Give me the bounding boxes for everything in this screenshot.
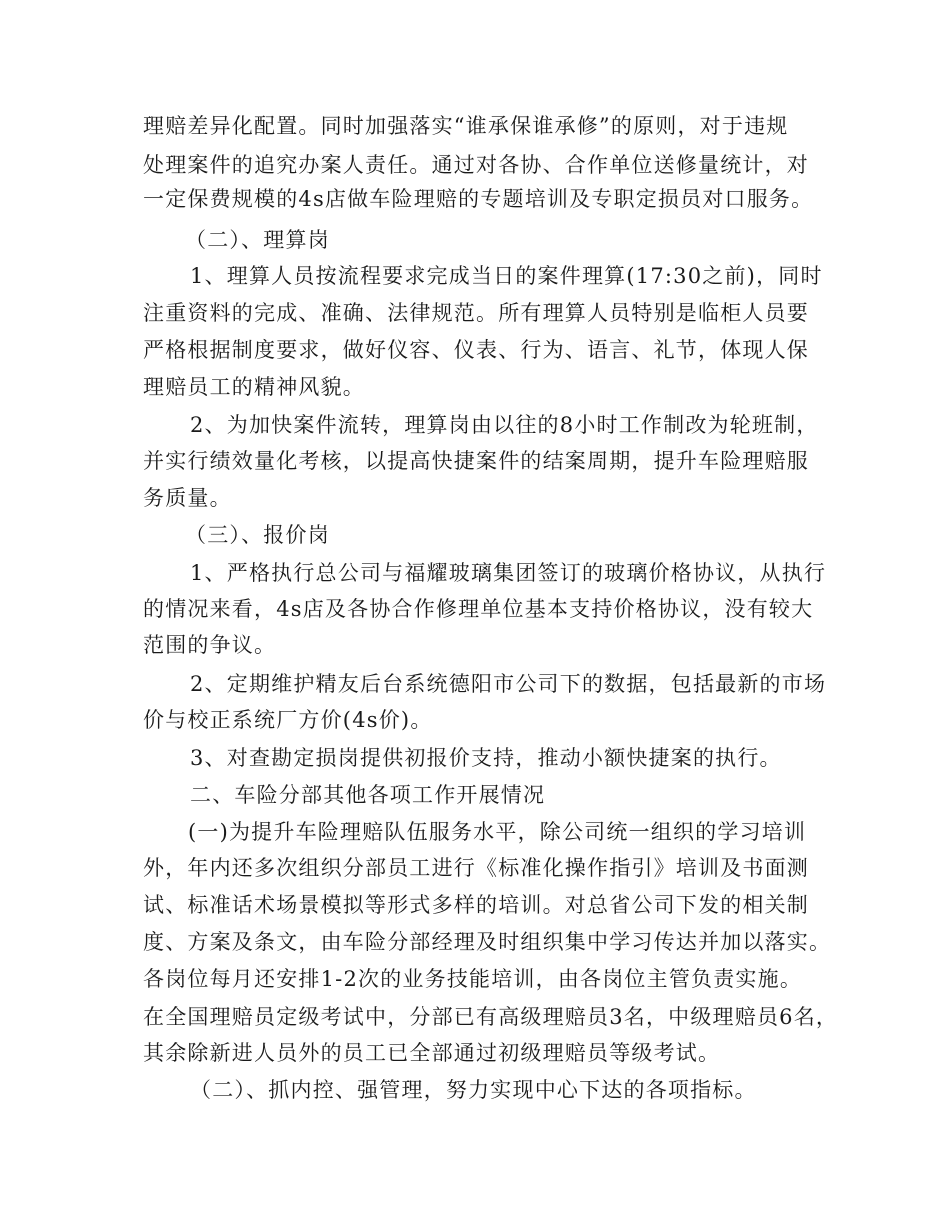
text-line: 1、理算人员按流程要求完成当日的案件理算(17:30之前)，同时 — [190, 264, 823, 288]
text-line: 并实行绩效量化考核，以提高快捷案件的结案周期，提升车险理赔服 — [143, 449, 809, 473]
text-line: 价与校正系统厂方价(4s价)。 — [143, 708, 433, 732]
section-heading: 二、车险分部其他各项工作开展情况 — [190, 783, 546, 807]
text-line: 一定保费规模的4s店做车险理赔的专题培训及专职定损员对口服务。 — [143, 187, 814, 211]
text-line: (一)为提升车险理赔队伍服务水平，除公司统一组织的学习培训 — [188, 820, 807, 844]
section-heading: （二）、抓内控、强管理，努力实现中心下达的各项指标。 — [190, 1078, 757, 1102]
text-line: 2、为加快案件流转，理算岗由以往的8小时工作制改为轮班制， — [190, 413, 819, 437]
text-line: 3、对查勘定损岗提供初报价支持，推动小额快捷案的执行。 — [190, 746, 782, 770]
text-line: 度、方案及条文，由车险分部经理及时组织集中学习传达并加以落实。 — [143, 930, 832, 954]
text-line: 严格根据制度要求，做好仪容、仪表、行为、语言、礼节，体现人保 — [143, 338, 809, 362]
text-line: 范围的争议。 — [143, 633, 277, 657]
text-line: 外，年内还多次组织分部员工进行《标准化操作指引》培训及书面测 — [143, 856, 809, 880]
text-line: 务质量。 — [143, 486, 232, 510]
text-line: 理赔员工的精神风貌。 — [143, 375, 365, 399]
text-line: 处理案件的追究办案人责任。通过对各协、合作单位送修量统计，对 — [143, 153, 809, 177]
text-line: 在全国理赔员定级考试中，分部已有高级理赔员3名，中级理赔员6名， — [143, 1005, 839, 1029]
text-line: 其余除新进人员外的员工已全部通过初级理赔员等级考试。 — [143, 1041, 721, 1065]
text-line: 试、标准话术场景模拟等形式多样的培训。对总省公司下发的相关制 — [143, 893, 809, 917]
text-line: 2、定期维护精友后台系统德阳市公司下的数据，包括最新的市场 — [190, 672, 827, 696]
section-heading: （三）、报价岗 — [185, 523, 330, 547]
text-line: 理赔差异化配置。同时加强落实“谁承保谁承修”的原则，对于违规 — [143, 114, 789, 138]
text-line: 1、严格执行总公司与福耀玻璃集团签订的玻璃价格协议，从执行 — [190, 561, 827, 585]
text-line: 各岗位每月还安排1-2次的业务技能培训，由各岗位主管负责实施。 — [143, 967, 803, 991]
section-heading: （二）、理算岗 — [185, 228, 330, 252]
text-line: 的情况来看，4s店及各协合作修理单位基本支持价格协议，没有较大 — [143, 597, 814, 621]
text-line: 注重资料的完成、准确、法律规范。所有理算人员特别是临柜人员要 — [143, 301, 809, 325]
